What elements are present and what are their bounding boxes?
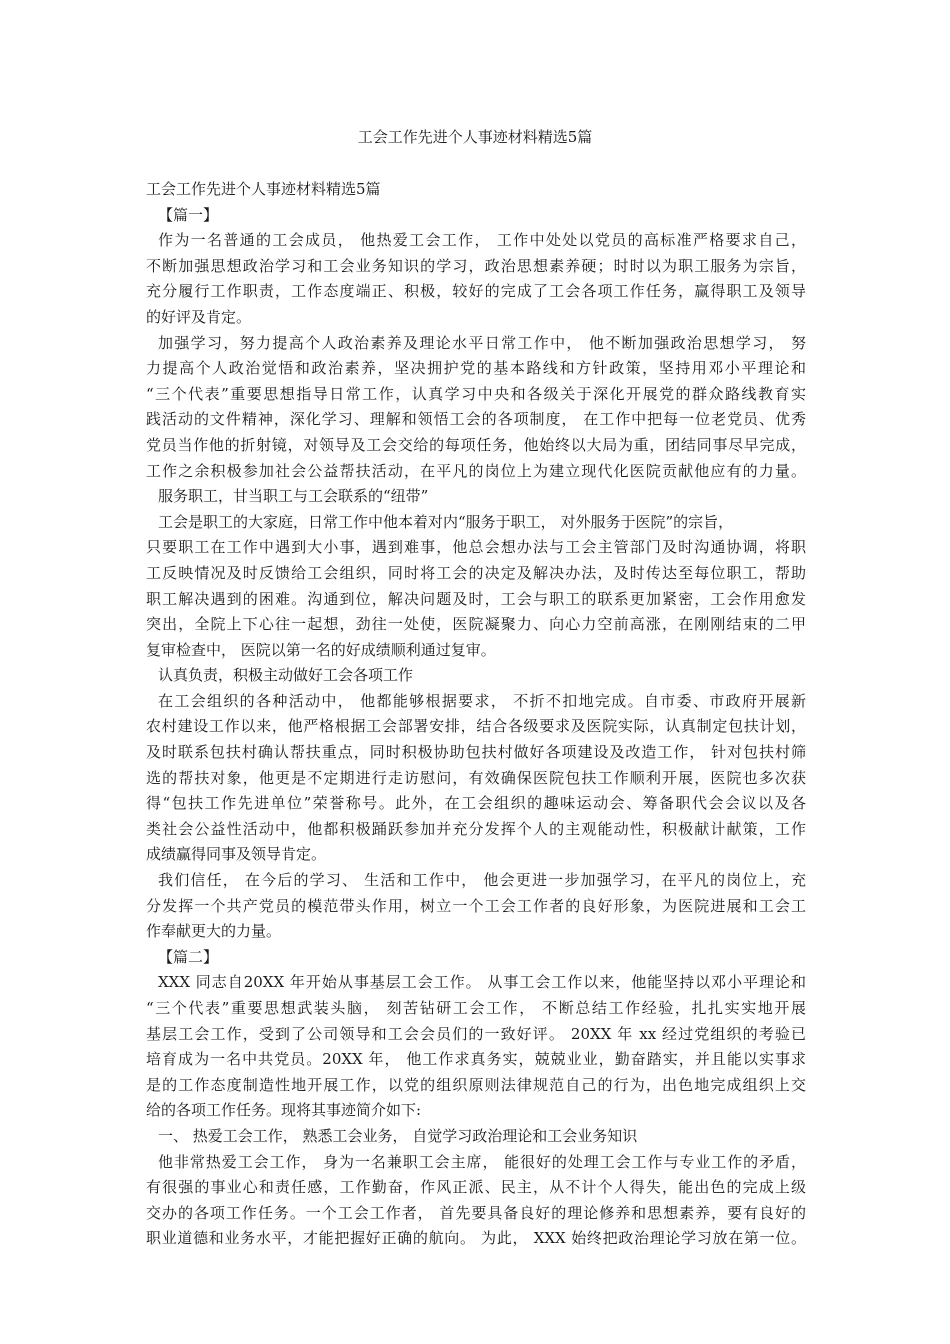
- text-line: 【篇二】: [158, 947, 219, 966]
- text-line: 得“包扶工作先进单位”荣誉称号。此外，在工会组织的趣味运动会、筹备职代会会议以及各: [146, 794, 806, 813]
- text-line: 工会是职工的大家庭，日常工作中他本着对内“服务于职工， 对外服务于医院”的宗旨，: [158, 512, 734, 531]
- text-line: 作为一名普通的工会成员， 他热爱工会工作， 工作中处处以党员的高标准严格要求自己，: [158, 231, 806, 250]
- text-line: 复审检查中， 医院以第一名的好成绩顺利通过复审。: [146, 640, 496, 659]
- text-line: XXX 同志自20XX 年开始从事基层工会工作。 从事工会工作以来，他能坚持以邓小平理论和: [158, 973, 806, 992]
- text-line: 职业道德和业务水平，才能把握好正确的航向。 为此， XXX 始终把政治理论学习放在第一位。: [146, 1229, 806, 1248]
- text-line: 农村建设工作以来，他严格根据工会部署安排，结合各级要求及医院实际，认真制定包扶计划，: [146, 717, 806, 736]
- text-line: 服务职工，甘当职工与工会联系的“纽带”: [158, 487, 429, 506]
- text-line: 职工解决遇到的困难。沟通到位，解决问题及时，工会与职工的联系更加紧密，工会作用愈发: [146, 589, 806, 608]
- text-line: 践活动的文件精神，深化学习、理解和领悟工会的各项制度， 在工作中把每一位老党员、优秀: [146, 410, 806, 429]
- text-line: 突出，全院上下心往一起想，劲往一处使，医院凝聚力、向心力空前高涨，在刚刚结束的二甲: [146, 615, 806, 634]
- text-line: 认真负责，积极主动做好工会各项工作: [158, 666, 414, 685]
- text-line: 他非常热爱工会工作， 身为一名兼职工会主席， 能很好的处理工会工作与专业工作的矛盾，: [158, 1152, 806, 1171]
- text-line: 只要职工在工作中遇到大小事，遇到难事，他总会想办法与工会主管部门及时沟通协调，将职: [146, 538, 806, 557]
- text-line: 给的各项工作任务。现将其事迹简介如下:: [146, 1101, 422, 1120]
- text-line: 是的工作态度制造性地开展工作，以党的组织原则法律规范自己的行为，出色地完成组织上交: [146, 1075, 806, 1094]
- text-line: 类社会公益性活动中，他都积极踊跃参加并充分发挥个人的主观能动性，积极献计献策，工作: [146, 819, 806, 838]
- text-line: 充分履行工作职责，工作态度端正、积极，较好的完成了工会各项工作任务，赢得职工及领导: [146, 282, 806, 301]
- text-line: 我们信任， 在今后的学习、 生活和工作中， 他会更进一步加强学习，在平凡的岗位上，充: [158, 871, 806, 890]
- text-line: 作奉献更大的力量。: [146, 922, 282, 941]
- text-line: 分发挥一个共产党员的模范带头作用，树立一个工会工作者的良好形象，为医院进展和工会工: [146, 896, 806, 915]
- text-line: 工会工作先进个人事迹材料精选5篇: [146, 180, 381, 198]
- text-line: 成绩赢得同事及领导肯定。: [146, 845, 327, 864]
- text-line: 在工会组织的各种活动中， 他都能够根据要求， 不折不扣地完成。自市委、市政府开展新: [158, 691, 806, 710]
- text-line: 培育成为一名中共党员。20XX 年， 他工作求真务实，兢兢业业，勤奋踏实，并且能以实事求: [146, 1050, 806, 1069]
- text-line: 的好评及肯定。: [146, 307, 252, 326]
- text-line: 一、 热爱工会工作， 熟悉工会业务， 自觉学习政治理论和工会业务知识: [158, 1126, 638, 1145]
- text-line: 加强学习，努力提高个人政治素养及理论水平日常工作中， 他不断加强政治思想学习， 努: [158, 333, 806, 352]
- text-line: 工反映情况及时反馈给工会组织，同时将工会的决定及解决办法，及时传达至每位职工，帮助: [146, 563, 806, 582]
- text-line: 基层工会工作，受到了公司领导和工会会员们的一致好评。 20XX 年 xx 经过党组织的考验已: [146, 1024, 806, 1043]
- text-line: 及时联系包扶村确认帮扶重点，同时积极协助包扶村做好各项建设及改造工作， 针对包扶村筛: [146, 743, 806, 762]
- text-line: 不断加强思想政治学习和工会业务知识的学习，政治思想素养硬；时时以为职工服务为宗旨，: [146, 256, 806, 275]
- page-title: 工会工作先进个人事迹材料精选5篇: [357, 128, 593, 146]
- text-line: 力提高个人政治觉悟和政治素养，坚决拥护党的基本路线和方针政策，坚持用邓小平理论和: [146, 359, 806, 378]
- text-line: “三个代表”重要思想指导日常工作，认真学习中央和各级关于深化开展党的群众路线教育实: [146, 384, 806, 403]
- text-line: 选的帮扶对象，他更是不定期进行走访慰问，有效确保医院包扶工作顺利开展，医院也多次获: [146, 768, 806, 787]
- text-line: “三个代表”重要思想武装头脑， 刻苦钻研工会工作， 不断总结工作经验，扎扎实实地开展: [146, 999, 806, 1017]
- document-body: [146, 177, 806, 1252]
- text-line: 有很强的事业心和责任感，工作勤奋，作风正派、民主，从不计个人得失，能出色的完成上级: [146, 1178, 806, 1197]
- text-line: 党员当作他的折射镜，对领导及工会交给的每项任务，他始终以大局为重，团结同事尽早完成，: [146, 435, 806, 454]
- text-line: 【篇一】: [158, 205, 219, 224]
- text-line: 交办的各项工作任务。一个工会工作者， 首先要具备良好的理论修养和思想素养，要有良好的: [146, 1203, 806, 1222]
- text-line: 工作之余积极参加社会公益帮扶活动，在平凡的岗位上为建立现代化医院贡献他应有的力量。: [146, 461, 806, 480]
